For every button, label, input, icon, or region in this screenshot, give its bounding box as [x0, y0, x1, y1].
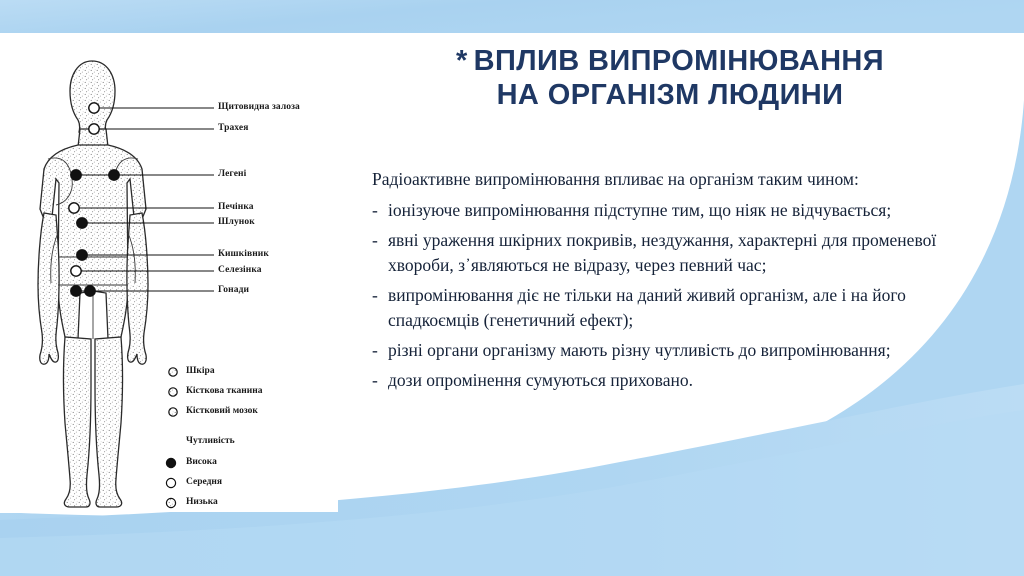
sensitivity-legend-high: Висока — [186, 457, 217, 467]
marker-intestine — [77, 250, 87, 260]
tissue-legend-bone-marrow: Кістковий мозок — [186, 406, 258, 416]
sensitivity-legend-medium: Середня — [186, 477, 222, 487]
bullet-marker-icon: - — [372, 370, 378, 390]
marker-stomach — [77, 218, 87, 228]
marker-trachea — [89, 124, 99, 134]
bullet-marker-icon: - — [372, 230, 378, 250]
organ-label-spleen: Селезінка — [218, 265, 262, 275]
list-item — [372, 198, 1000, 223]
marker-lung-right — [109, 170, 119, 180]
organ-label-lungs: Легені — [218, 169, 247, 179]
organ-label-stomach: Шлунок — [218, 217, 255, 227]
tissue-legend-bone-tissue: Кісткова тканина — [186, 386, 263, 396]
lead-paragraph: Радіоактивне випромінювання впливає на організм таким чином: — [372, 169, 859, 189]
marker-liver — [69, 203, 79, 213]
title-text-1: ВПЛИВ ВИПРОМІНЮВАННЯ — [473, 45, 885, 77]
list-item — [372, 228, 1000, 278]
sensitivity-legend-markers — [166, 458, 175, 507]
tissue-legend-skin: Шкіра — [186, 366, 215, 376]
organ-label-thyroid: Щитовидна залоза — [218, 102, 300, 112]
marker-gonads-a — [71, 286, 81, 296]
bullet-text-5: дози опромінення сумуються приховано. — [388, 370, 693, 390]
bullet-text-2: явні ураження шкірних покривів, нездужання, характерні для променевої хвороби, з᾽являються не відразу, через певний час; — [388, 230, 937, 275]
title-line-1 — [360, 44, 980, 78]
organ-label-liver: Печінка — [218, 202, 254, 212]
marker-lung-left — [71, 170, 81, 180]
list-item — [372, 283, 1000, 333]
title-line-2: НА ОРГАНІЗМ ЛЮДИНИ — [496, 79, 844, 111]
marker-gonads-b — [85, 286, 95, 296]
bullet-text-4: різні органи організму мають різну чутливість до випромінювання; — [388, 340, 891, 360]
sensitivity-legend-title: Чутливість — [186, 436, 235, 446]
bullet-marker-icon: - — [372, 340, 378, 360]
list-item — [372, 368, 1000, 393]
list-item — [372, 338, 1000, 363]
bullet-marker-icon: - — [372, 200, 378, 220]
organ-label-intestine: Кишківник — [218, 249, 269, 259]
marker-thyroid — [89, 103, 99, 113]
organ-label-trachea: Трахея — [218, 123, 249, 133]
sensitivity-legend-low: Низька — [186, 497, 218, 507]
marker-spleen — [71, 266, 81, 276]
anatomy-illustration-panel — [18, 33, 338, 512]
organ-label-gonads: Гонади — [218, 285, 250, 295]
bullet-marker-icon: - — [372, 285, 378, 305]
tissue-legend-markers — [169, 368, 177, 416]
bullet-text-3: випромінювання діє не тільки на даний живий організм, але і на його спадкоємців (генетичний ефект); — [388, 285, 906, 330]
page-title — [360, 44, 980, 112]
title-bullet-icon: * — [455, 45, 468, 77]
bullet-text-1: іонізуюче випромінювання підступне тим, що ніяк не відчувається; — [388, 200, 892, 220]
body-content — [372, 168, 1000, 398]
top-blue-strip — [0, 0, 1024, 33]
